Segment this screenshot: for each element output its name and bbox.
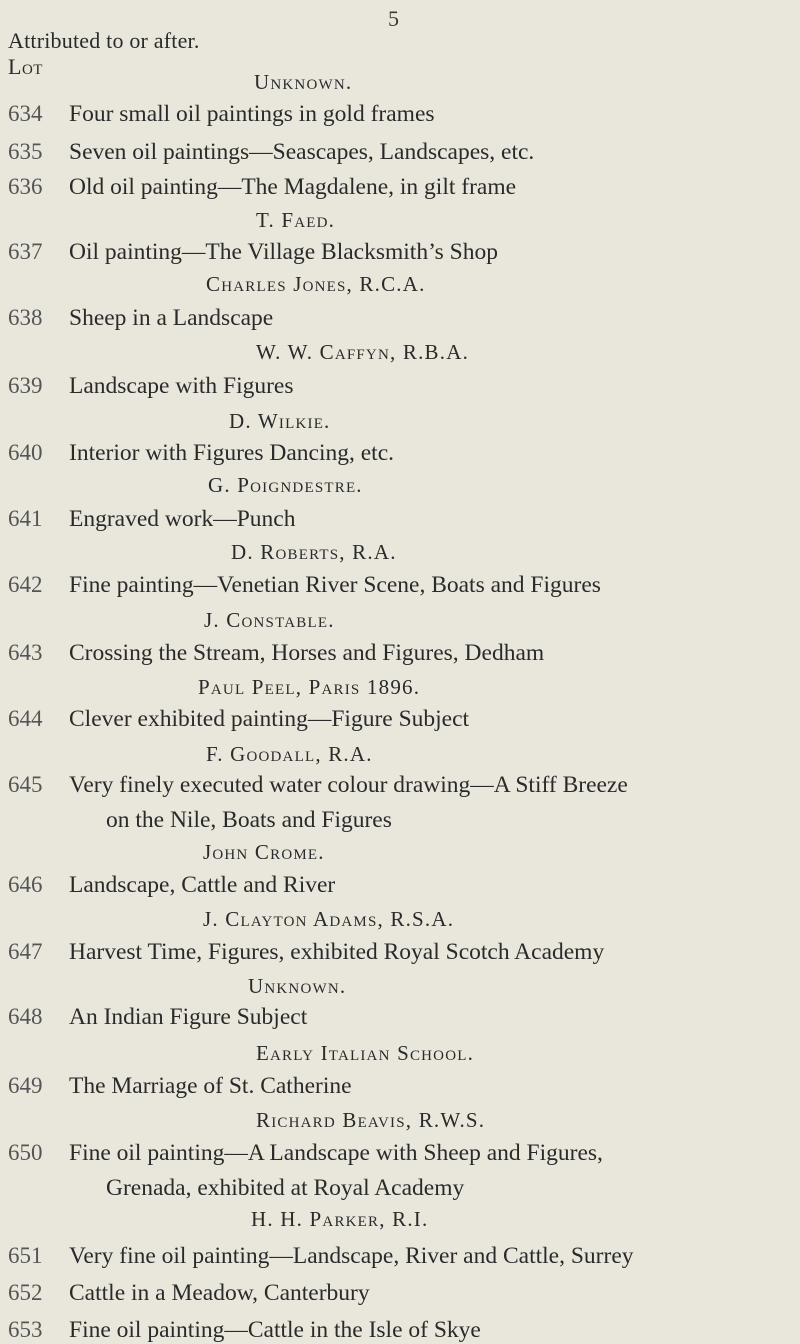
artist-attribution: W. W. Caffyn, R.B.A.	[256, 340, 470, 364]
lot-description: Four small oil paintings in gold frames	[69, 101, 435, 127]
lot-number: 649	[8, 1073, 43, 1098]
lot-number: 643	[8, 640, 43, 665]
lot-description: Fine painting—Venetian River Scene, Boats and Figures	[69, 572, 601, 598]
lot-number: 642	[8, 572, 43, 597]
lot-description: Crossing the Stream, Horses and Figures, Dedham	[69, 640, 545, 666]
section-caption: Attributed to or after.	[8, 28, 200, 53]
lot-number: 650	[8, 1140, 43, 1165]
artist-attribution: J. Constable.	[204, 608, 335, 632]
lot-number: 646	[8, 872, 43, 897]
lot-number: 636	[8, 174, 43, 199]
lot-number: 639	[8, 373, 43, 398]
lot-description: Clever exhibited painting—Figure Subject	[69, 706, 470, 732]
artist-attribution: J. Clayton Adams, R.S.A.	[203, 907, 455, 931]
artist-attribution: H. H. Parker, R.I.	[251, 1207, 429, 1231]
artist-attribution: T. Faed.	[256, 208, 336, 232]
lot-description-continuation: on the Nile, Boats and Figures	[106, 807, 392, 833]
artist-attribution: D. Wilkie.	[229, 409, 331, 433]
lot-description: Old oil painting—The Magdalene, in gilt frame	[69, 174, 517, 200]
lot-description: The Marriage of St. Catherine	[69, 1073, 352, 1099]
artist-attribution: Unknown.	[254, 70, 353, 94]
artist-attribution: Paul Peel, Paris 1896.	[198, 675, 421, 699]
lot-description: Oil painting—The Village Blacksmith’s Shop	[69, 239, 498, 265]
lot-number: 638	[8, 305, 43, 330]
lot-description-continuation: Grenada, exhibited at Royal Academy	[106, 1175, 465, 1201]
lot-column-header: Lot	[8, 54, 43, 79]
lot-description: Sheep in a Landscape	[69, 305, 274, 331]
lot-description: Landscape with Figures	[69, 373, 294, 399]
lot-description: Landscape, Cattle and River	[69, 872, 336, 898]
lot-description: Cattle in a Meadow, Canterbury	[69, 1280, 370, 1306]
lot-number: 644	[8, 706, 43, 731]
lot-number: 651	[8, 1243, 43, 1268]
lot-number: 647	[8, 939, 43, 964]
lot-number: 635	[8, 139, 43, 164]
lot-description: Seven oil paintings—Seascapes, Landscapes, etc.	[69, 139, 535, 165]
artist-attribution: D. Roberts, R.A.	[231, 540, 397, 564]
artist-attribution: John Crome.	[203, 840, 325, 864]
lot-description: Interior with Figures Dancing, etc.	[69, 440, 394, 466]
lot-number: 640	[8, 440, 43, 465]
lot-number: 641	[8, 506, 43, 531]
lot-number: 645	[8, 772, 43, 797]
page-number: 5	[388, 6, 399, 31]
artist-attribution: Unknown.	[248, 974, 347, 998]
lot-description: Harvest Time, Figures, exhibited Royal Scotch Academy	[69, 939, 605, 965]
lot-number: 648	[8, 1004, 43, 1029]
lot-description: Engraved work—Punch	[69, 506, 296, 532]
artist-attribution: Early Italian School.	[256, 1041, 475, 1065]
artist-attribution: Charles Jones, R.C.A.	[206, 272, 426, 296]
lot-description: Very finely executed water colour drawing—A Stiff Breeze	[69, 772, 628, 798]
lot-description: An Indian Figure Subject	[69, 1004, 308, 1030]
lot-description: Very fine oil painting—Landscape, River and Cattle, Surrey	[69, 1243, 634, 1269]
lot-number: 637	[8, 239, 43, 264]
lot-number: 653	[8, 1317, 43, 1342]
lot-number: 634	[8, 101, 43, 126]
artist-attribution: G. Poigndestre.	[208, 473, 363, 497]
lot-number: 652	[8, 1280, 43, 1305]
lot-description: Fine oil painting—Cattle in the Isle of Skye	[69, 1317, 481, 1343]
lot-description: Fine oil painting—A Landscape with Sheep and Figures,	[69, 1140, 603, 1166]
artist-attribution: F. Goodall, R.A.	[206, 742, 373, 766]
artist-attribution: Richard Beavis, R.W.S.	[256, 1108, 486, 1132]
